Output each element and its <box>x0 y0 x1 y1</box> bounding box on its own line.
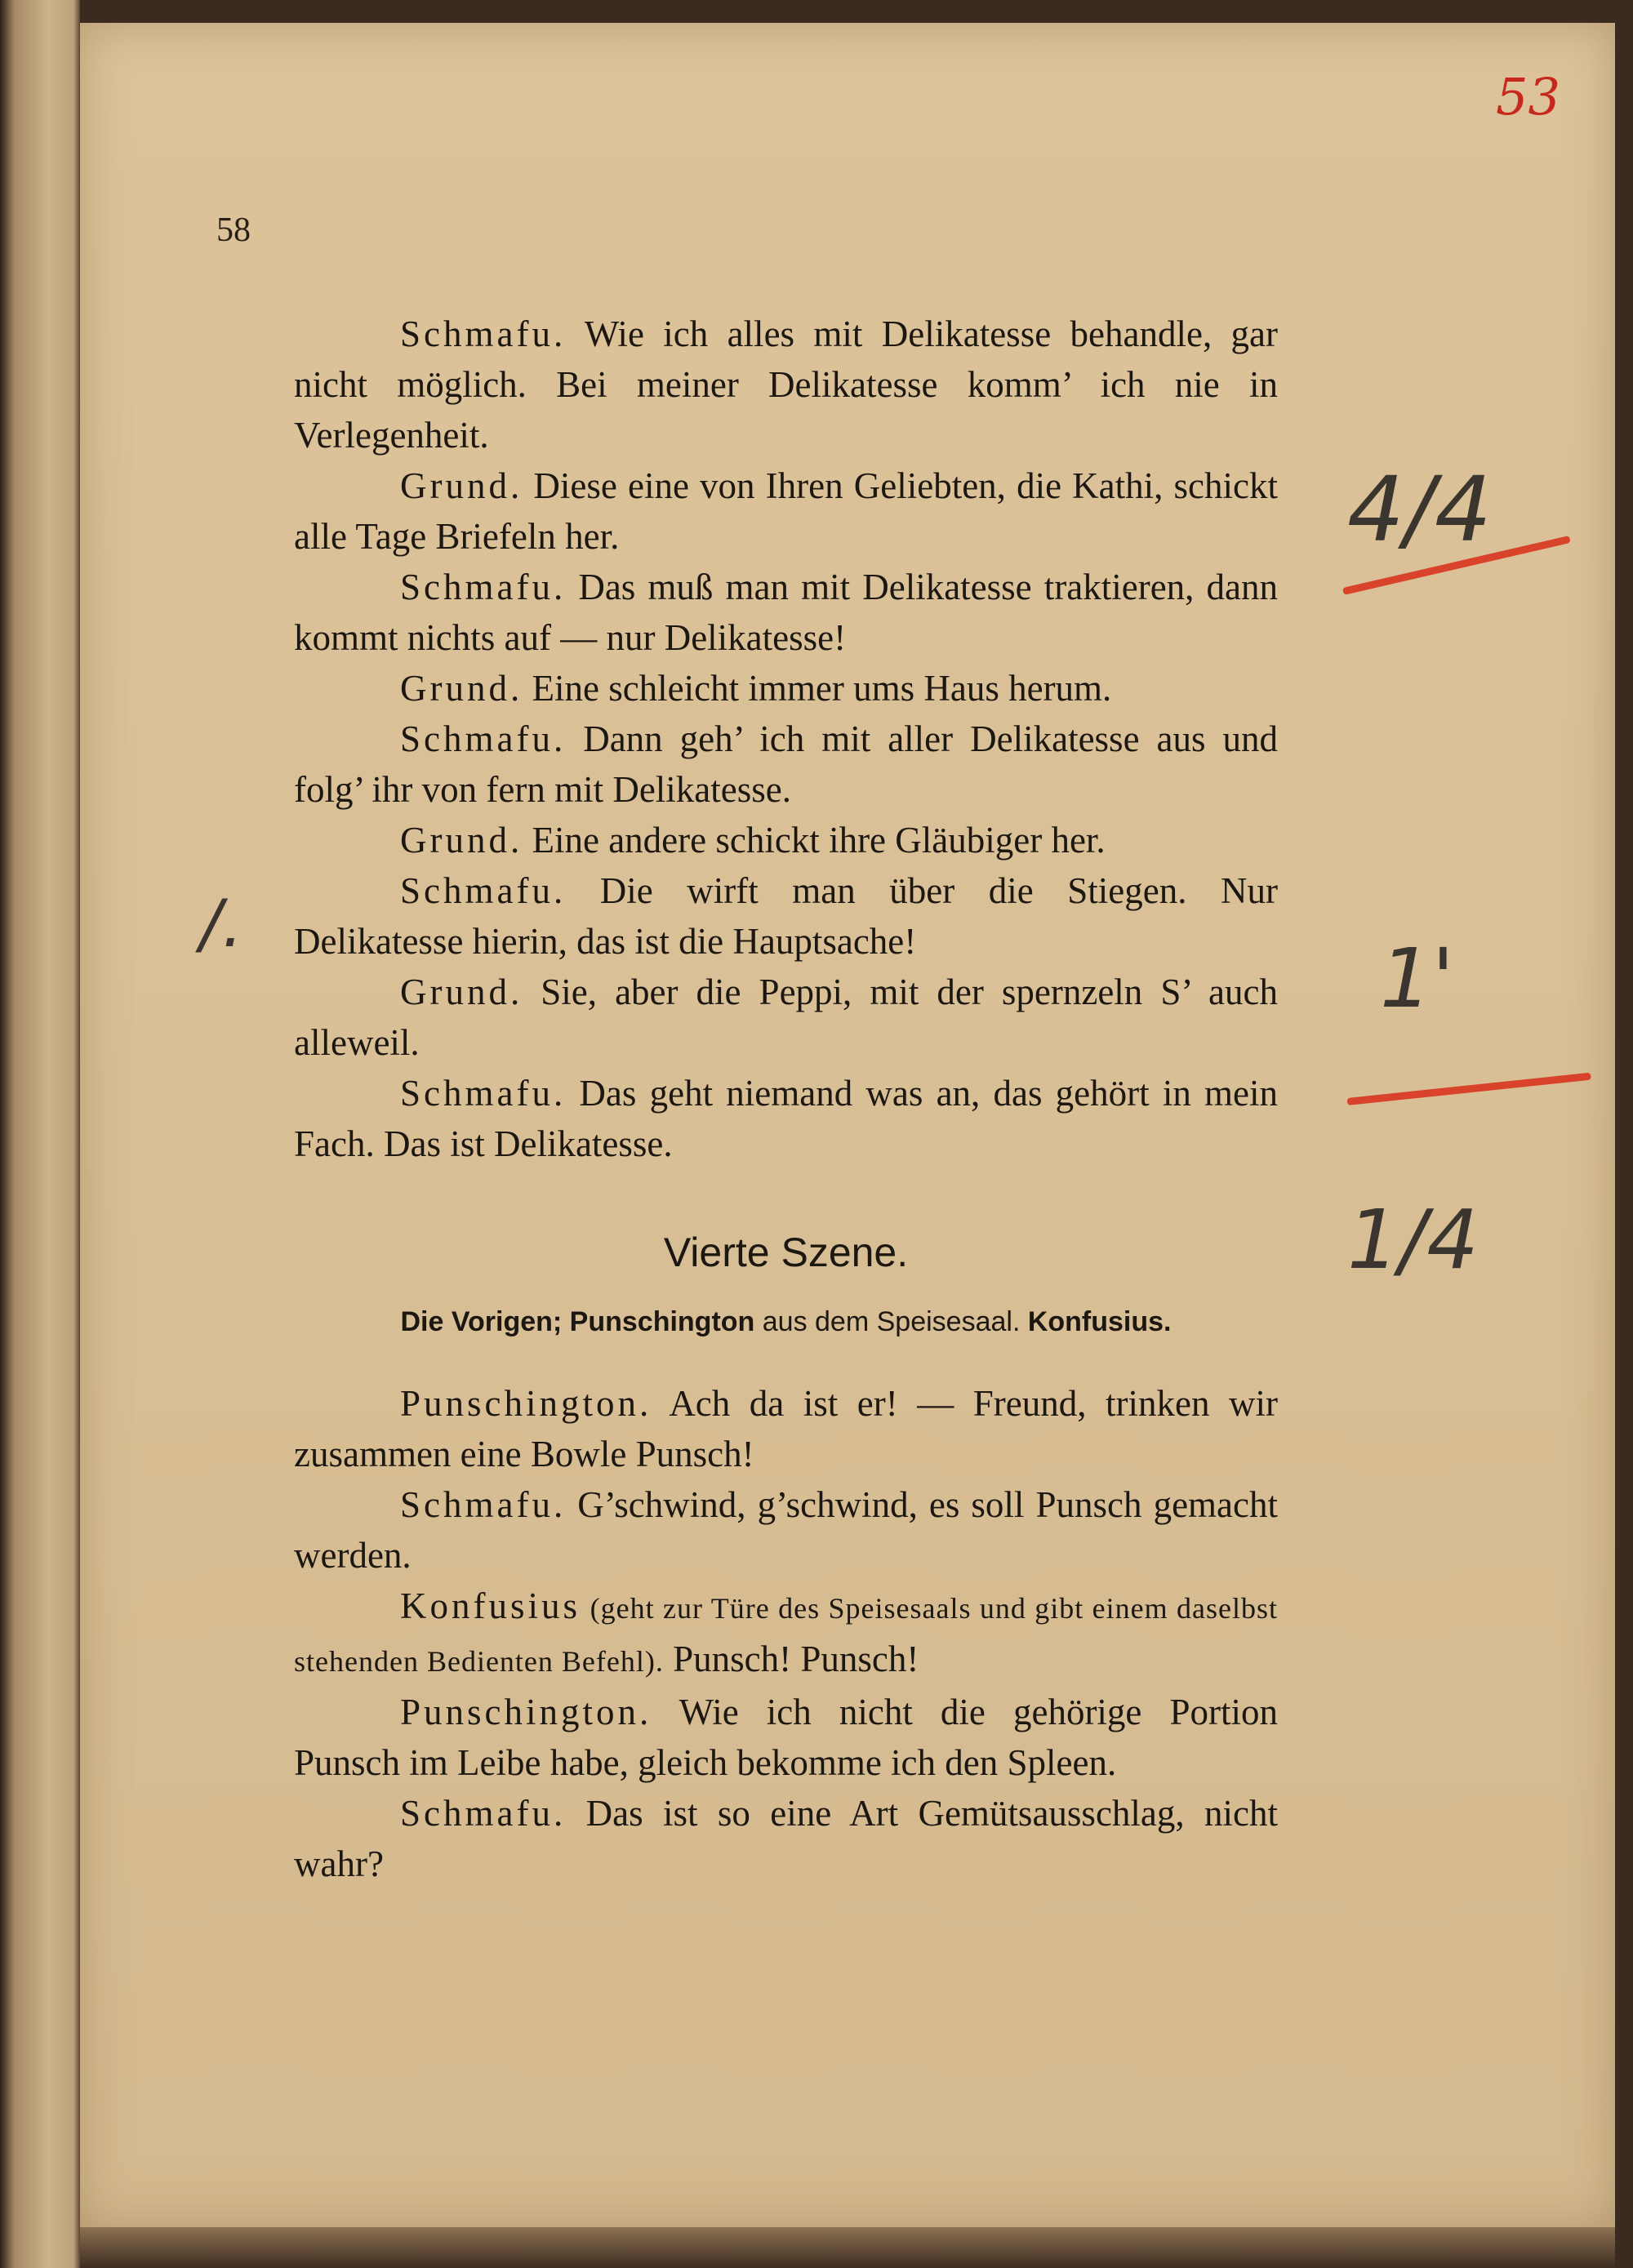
speaker-name: Konfusius <box>400 1585 581 1626</box>
speech-text: Punsch! Punsch! <box>673 1639 919 1679</box>
dialogue-line <box>294 460 1278 562</box>
speech-text: Eine andere schickt ihre Gläubiger her. <box>532 820 1106 861</box>
speech-text: G’schwind, g’schwind, es soll Punsch gemacht werden. <box>294 1484 1278 1576</box>
speech-text: Sie, aber die Peppi, mit der spernzeln S’ auch alleweil. <box>294 972 1279 1063</box>
dialogue-bottom <box>294 1378 1278 1889</box>
speaker-name: Punschington. <box>400 1692 652 1732</box>
speaker-name: Grund. <box>400 820 523 861</box>
dialogue-top <box>294 309 1278 1169</box>
facing-page-edge <box>0 0 80 2268</box>
speaker-name: Schmafu. <box>400 567 567 607</box>
speech-text: Das muß man mit Delikatesse traktieren, dann kommt nichts auf — nur Delikatesse! <box>294 567 1278 658</box>
dialogue-line <box>294 1788 1278 1889</box>
dialogue-line <box>294 1378 1278 1479</box>
page-number: 58 <box>216 211 251 249</box>
stage-characters: Die Vorigen; Punschington <box>400 1306 755 1337</box>
speech-text: Wie ich alles mit Delikatesse behandle, gar nicht möglich. Bei meiner Delikatesse komm’ ich nie in Verlegenheit. <box>294 314 1279 456</box>
speaker-name: Schmafu. <box>400 718 567 759</box>
speaker-name: Schmafu. <box>400 1073 567 1114</box>
dialogue-line <box>294 714 1278 815</box>
dialogue-line <box>294 1687 1278 1788</box>
speaker-name: Schmafu. <box>400 1484 567 1525</box>
pencil-mark-right-3: 1/4 <box>1347 1192 1479 1287</box>
speech-text: Ach da ist er! — Freund, trinken wir zusammen eine Bowle Punsch! <box>294 1383 1278 1474</box>
speech-text: Die wirft man über die Stiegen. Nur Delikatesse hierin, das ist die Hauptsache! <box>294 870 1278 962</box>
speaker-name: Grund. <box>400 972 523 1012</box>
dialogue-line <box>294 309 1278 460</box>
stage-direction <box>294 1306 1278 1338</box>
speaker-name: Grund. <box>400 465 523 506</box>
speech-text: Das ist so eine Art Gemütsausschlag, nicht wahr? <box>294 1793 1278 1884</box>
speech-text: Dann geh’ ich mit aller Delikatesse aus und folg’ ihr von fern mit Delikatesse. <box>294 718 1278 810</box>
speaker-name: Grund. <box>400 668 523 709</box>
dialogue-line <box>294 1581 1278 1687</box>
speech-text: Eine schleicht immer ums Haus herum. <box>532 668 1112 709</box>
dialogue-line <box>294 815 1278 865</box>
handwritten-folio-number: 53 <box>1496 67 1560 127</box>
speech-text: Diese eine von Ihren Geliebten, die Kathi, schickt alle Tage Briefeln her. <box>294 465 1278 557</box>
speaker-name: Schmafu. <box>400 1793 567 1834</box>
dialogue-line <box>294 865 1278 967</box>
pencil-mark-right-2: 1' <box>1380 931 1455 1026</box>
speaker-name: Schmafu. <box>400 314 567 354</box>
speech-text: Wie ich nicht die gehörige Portion Punsch im Leibe habe, gleich bekomme ich den Spleen. <box>294 1692 1279 1783</box>
stage-character-konfusius: Konfusius. <box>1027 1306 1172 1337</box>
page-bottom-edge <box>80 2227 1615 2268</box>
pencil-mark-right-1: 4/4 <box>1347 457 1493 562</box>
pencil-mark-left: /. <box>200 886 243 962</box>
dialogue-line <box>294 967 1278 1068</box>
speaker-name: Punschington. <box>400 1383 652 1424</box>
speech-text: Das geht niemand was an, das gehört in mein Fach. Das ist Delikatesse. <box>294 1073 1279 1164</box>
dialogue-line <box>294 1068 1278 1169</box>
stage-entry-text: aus dem Speisesaal. <box>754 1306 1028 1337</box>
speaker-name: Schmafu. <box>400 870 567 911</box>
dialogue-line <box>294 562 1278 663</box>
scene-heading: Vierte Szene. <box>663 1230 909 1275</box>
dialogue-line <box>294 1479 1278 1581</box>
dialogue-line <box>294 663 1278 714</box>
stage-direction-inline: (geht zur Türe des Speisesaals und gibt einem daselbst stehenden Bedienten Befehl). <box>294 1592 1278 1678</box>
